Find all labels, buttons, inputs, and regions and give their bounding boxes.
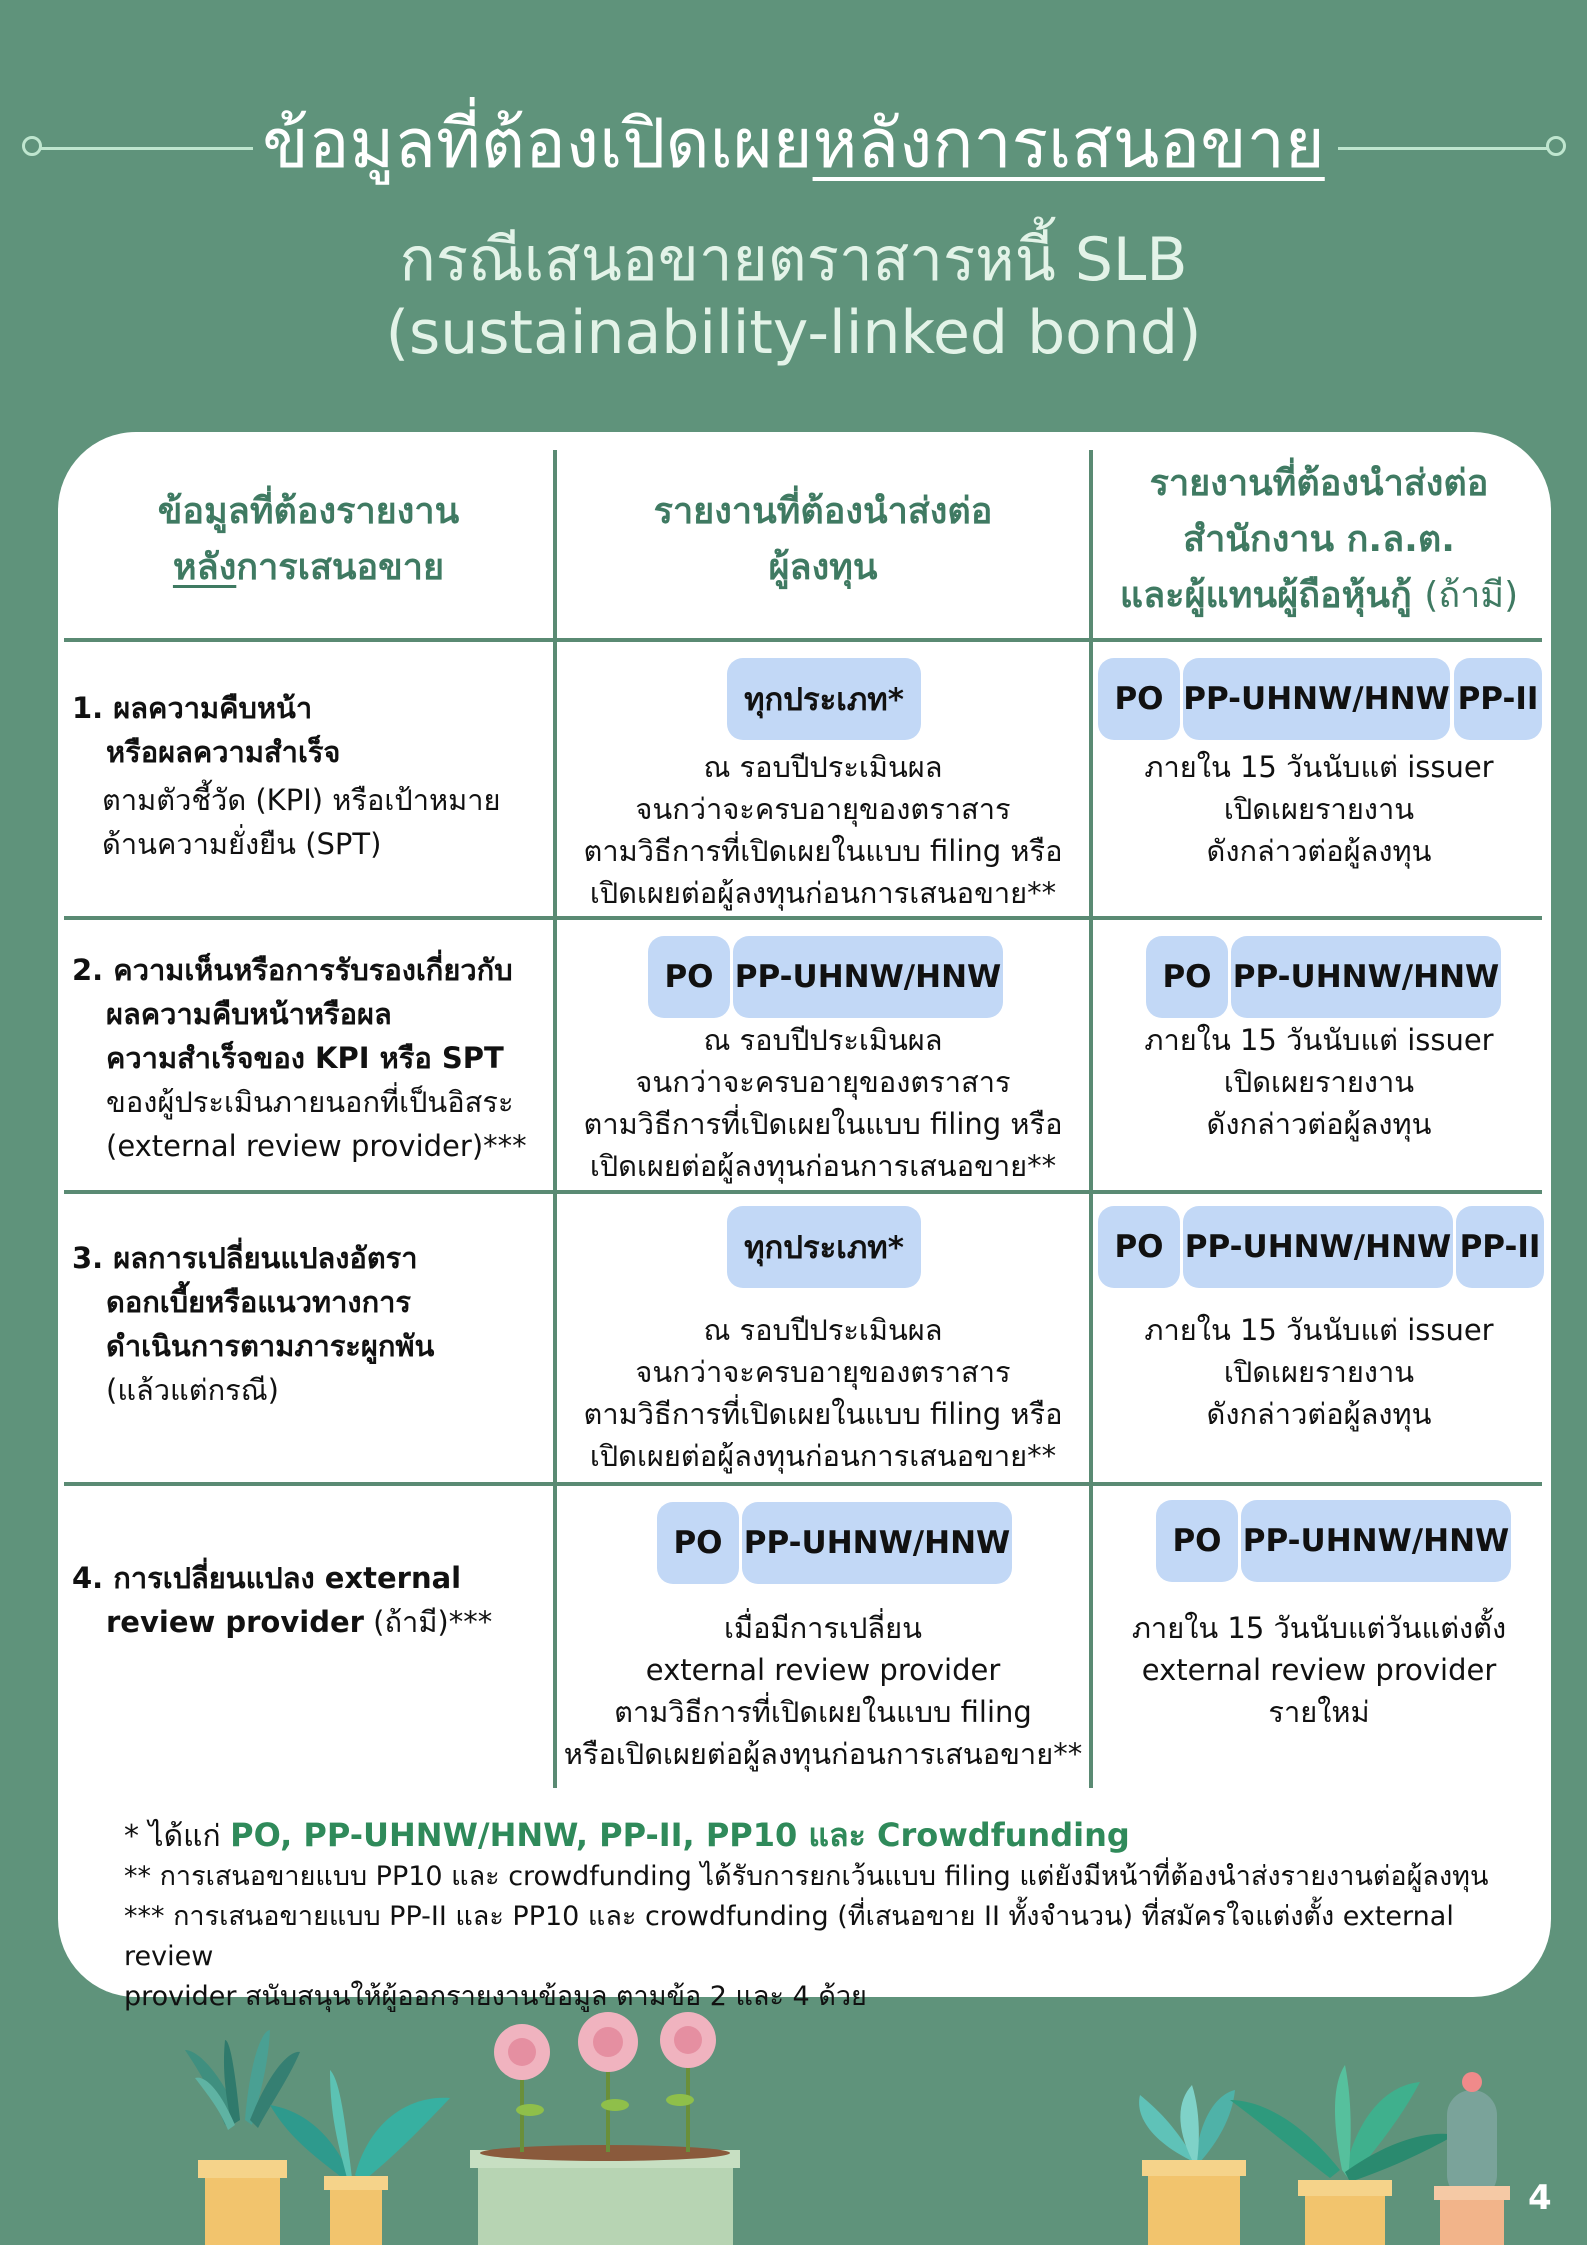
row-2-investor-pill-pp-uhnw-hnw: PP-UHNW/HNW (733, 936, 1003, 1018)
header-col-report-info: ข้อมูลที่ต้องรายงาน หลังการเสนอขาย (157, 491, 460, 588)
footnote-2: ** การเสนอขายแบบ PP10 และ crowdfunding ได้รับการยกเว้นแบบ filing แต่ยังมีหน้าที่ต้องนำส่งรายงานต่อผู้ลงทุน (124, 1861, 1489, 1892)
row-1-item: 1. ผลความคืบหน้า หรือผลความสำเร็จ ตามตัวชี้วัด (KPI) หรือเป้าหมาย ด้านความยั่งยืน (SPT) (72, 691, 501, 861)
row-2-sec-text: ภายใน 15 วันนับแต่ issuer เปิดเผยรายงาน ดังกล่าวต่อผู้ลงทุน (1144, 1023, 1494, 1141)
row-3-sec-pill-po: PO (1098, 1206, 1180, 1288)
row-2-investor-pill-po: PO (648, 936, 730, 1018)
row-3-item: 3. ผลการเปลี่ยนแปลงอัตรา ดอกเบี้ยหรือแนวทางการ ดำเนินการตามภาระผูกพัน (แล้วแต่กรณี) (72, 1241, 435, 1407)
row-4-investor-text: เมื่อมีการเปลี่ยน external review provider ตามวิธีการที่เปิดเผยในแบบ filing หรือเปิดเผยต่อผู้ลงทุนก่อนการเสนอขาย** (563, 1611, 1083, 1771)
footnote-1: * ได้แก่ PO, PP-UHNW/HNW, PP-II, PP10 และ Crowdfunding (124, 1816, 1130, 1854)
header-col-investor: รายงานที่ต้องนำส่งต่อ ผู้ลงทุน (653, 491, 993, 588)
row-3-sec-pill-pp-uhnw-hnw: PP-UHNW/HNW (1183, 1206, 1453, 1288)
footnotes (124, 1815, 1524, 2017)
subtitle-line-2: (sustainability-linked bond) (385, 298, 1202, 368)
row-4-sec-pill-po: PO (1156, 1500, 1238, 1582)
title-area (0, 95, 1587, 205)
row-4-sec-pill-pp-uhnw-hnw: PP-UHNW/HNW (1241, 1500, 1511, 1582)
plant-left-2-icon (270, 2070, 450, 2245)
page-title: ข้อมูลที่ต้องเปิดเผยหลังการเสนอขาย (262, 105, 1325, 184)
row-4-sec-text: ภายใน 15 วันนับแต่วันแต่งตั้ง external review provider รายใหม่ (1131, 1611, 1507, 1729)
plant-left-1-icon (185, 2030, 300, 2245)
row-1-sec-pill-pp-ii: PP-II (1454, 658, 1542, 740)
page-number: 4 (1528, 2178, 1552, 2218)
footnote-3-line-2: provider สนับสนุนให้ผู้ออกรายงานข้อมูล ตามข้อ 2 และ 4 ด้วย (124, 1981, 867, 2012)
subtitle-line-1: กรณีเสนอขายตราสารหนี้ SLB (399, 225, 1188, 295)
header-col-sec: รายงานที่ต้องนำส่งต่อ สำนักงาน ก.ล.ต. และผู้แทนผู้ถือหุ้นกู้ (ถ้ามี) (1119, 463, 1519, 616)
row-2-item: 2. ความเห็นหรือการรับรองเกี่ยวกับ ผลความคืบหน้าหรือผล ความสำเร็จของ KPI หรือ SPT ของผู้ประเมินภายนอกที่เป็นอิสระ (external review provider)*** (72, 953, 527, 1163)
row-1-investor-pill-all-types: ทุกประเภท* (727, 658, 921, 740)
row-1-sec-pill-pp-uhnw-hnw: PP-UHNW/HNW (1183, 658, 1450, 740)
row-divider-1 (64, 916, 1542, 920)
row-2-sec-pill-pp-uhnw-hnw: PP-UHNW/HNW (1231, 936, 1501, 1018)
row-1-sec-text: ภายใน 15 วันนับแต่ issuer เปิดเผยรายงาน ดังกล่าวต่อผู้ลงทุน (1144, 750, 1494, 868)
plant-right-2-icon (1230, 2065, 1455, 2245)
row-4-investor-pill-pp-uhnw-hnw: PP-UHNW/HNW (742, 1502, 1012, 1584)
row-4-item: 4. การเปลี่ยนแปลง external review provider (ถ้ามี)*** (72, 1561, 493, 1639)
row-3-sec-text: ภายใน 15 วันนับแต่ issuer เปิดเผยรายงาน ดังกล่าวต่อผู้ลงทุน (1144, 1313, 1494, 1431)
row-1-sec-pill-po: PO (1098, 658, 1180, 740)
row-3-investor-pill-all-types: ทุกประเภท* (727, 1206, 921, 1288)
row-divider-3 (64, 1482, 1542, 1486)
row-divider-2 (64, 1190, 1542, 1194)
row-2-sec-pill-po: PO (1146, 936, 1228, 1018)
cactus-icon (1434, 2072, 1510, 2245)
row-4-investor-pill-po: PO (657, 1502, 739, 1584)
row-3-sec-pill-pp-ii: PP-II (1456, 1206, 1544, 1288)
header-divider (64, 638, 1542, 642)
footnote-3-line-1: *** การเสนอขายแบบ PP-II และ PP10 และ crowdfunding (ที่เสนอขาย II ทั้งจำนวน) ที่สมัครใจแต่งตั้ง external review (124, 1901, 1454, 1972)
plant-right-1-icon (1139, 2085, 1246, 2245)
flower-planter-icon (470, 2012, 740, 2245)
row-3-investor-text: ณ รอบปีประเมินผล จนกว่าจะครบอายุของตราสาร ตามวิธีการที่เปิดเผยในแบบ filing หรือ เปิดเผยต่อผู้ลงทุนก่อนการเสนอขาย** (583, 1313, 1063, 1473)
row-2-investor-text: ณ รอบปีประเมินผล จนกว่าจะครบอายุของตราสาร ตามวิธีการที่เปิดเผยในแบบ filing หรือ เปิดเผยต่อผู้ลงทุนก่อนการเสนอขาย** (583, 1023, 1063, 1183)
row-1-investor-text: ณ รอบปีประเมินผล จนกว่าจะครบอายุของตราสาร ตามวิธีการที่เปิดเผยในแบบ filing หรือ เปิดเผยต่อผู้ลงทุนก่อนการเสนอขาย** (583, 750, 1063, 910)
